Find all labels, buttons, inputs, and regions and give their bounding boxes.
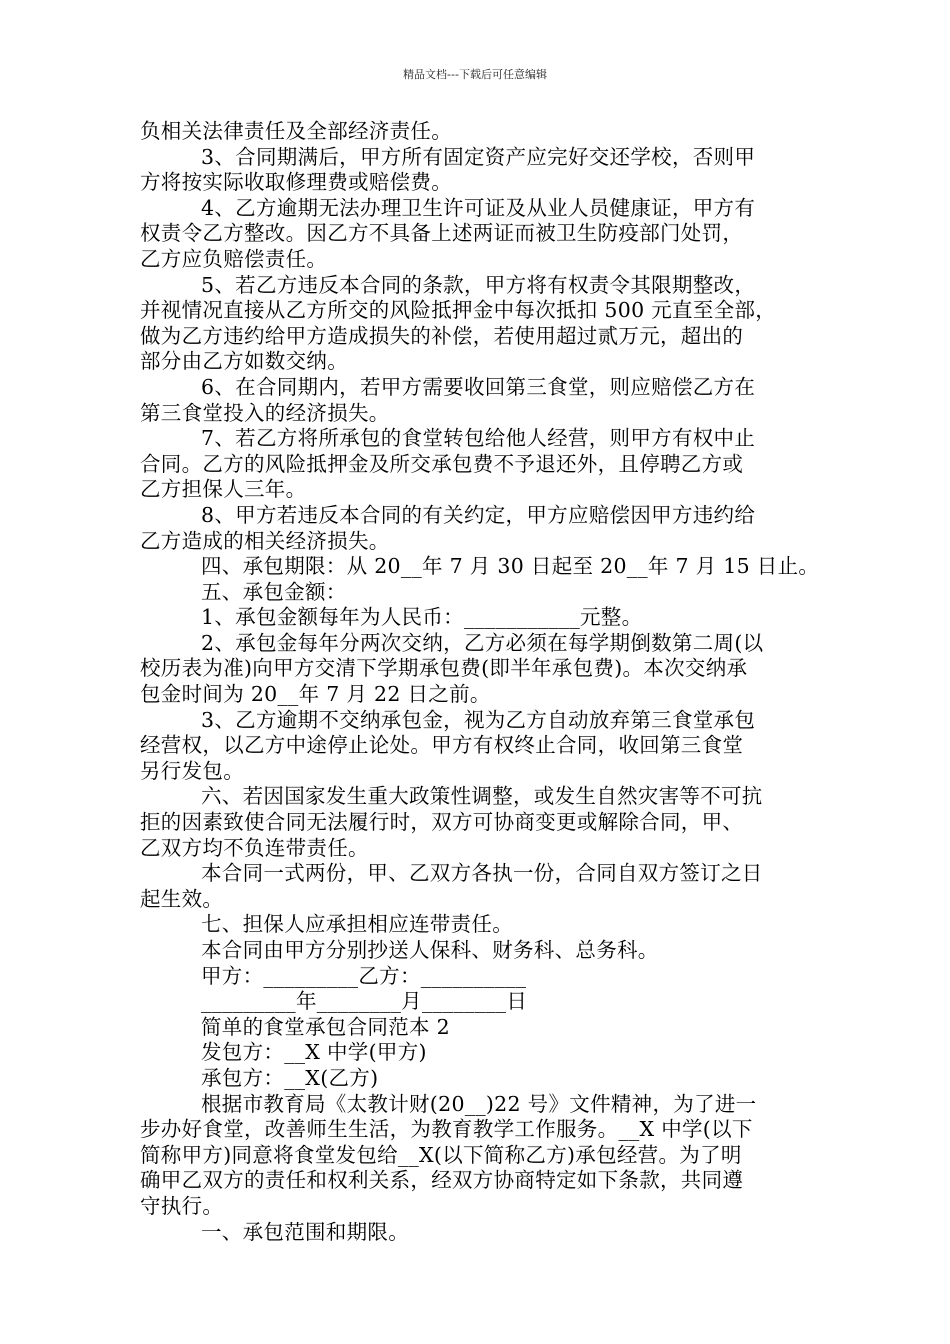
text-line: 校历表为准)向甲方交清下学期承包费(即半年承包费)。本次交纳承 bbox=[140, 656, 748, 681]
text-line: 6、在合同期内，若甲方需要收回第三食堂，则应赔偿乙方在 bbox=[201, 374, 756, 399]
text-line: 六、若因国家发生重大政策性调整，或发生自然灾害等不可抗 bbox=[201, 784, 763, 809]
text-line: 本合同由甲方分别抄送人保科、财务科、总务科。 bbox=[201, 938, 659, 962]
text-line: 步办好食堂，改善师生生活，为教育教学工作服务。__X 中学(以下 bbox=[140, 1117, 753, 1142]
text-line: 另行发包。 bbox=[140, 758, 244, 783]
text-line: 承包方：__X(乙方) bbox=[201, 1065, 379, 1090]
text-line: 守执行。 bbox=[140, 1193, 224, 1218]
text-line: 权责令乙方整改。因乙方不具备上述两证而被卫生防疫部门处罚， bbox=[140, 221, 744, 246]
text-line: 拒的因素致使合同无法履行时，双方可协商变更或解除合同，甲、 bbox=[140, 810, 744, 835]
document-body bbox=[140, 119, 830, 1245]
text-line: 四、承包期限：从 20__年 7 月 30 日起至 20__年 7 月 15 日止。 bbox=[201, 554, 820, 579]
text-line: 确甲乙双方的责任和权利关系，经双方协商特定如下条款，共同遵 bbox=[140, 1168, 744, 1193]
text-line: 发包方：__X 中学(甲方) bbox=[201, 1040, 427, 1065]
text-line: 做为乙方违约给甲方造成损失的补偿，若使用超过贰万元，超出的 bbox=[140, 323, 744, 348]
text-line: 1、承包金额每年为人民币：___________元整。 bbox=[201, 605, 643, 630]
text-line: 经营权，以乙方中途停止论处。甲方有权终止合同，收回第三食堂 bbox=[140, 733, 744, 758]
text-line: 根据市教育局《太教计财(20__)22 号》文件精神，为了进一 bbox=[201, 1091, 757, 1116]
text-line: 乙方担保人三年。 bbox=[140, 477, 307, 502]
text-line: _________年________月________日 bbox=[201, 989, 528, 1014]
text-line: 部分由乙方如数交纳。 bbox=[140, 349, 348, 374]
text-line: 乙方应负赔偿责任。 bbox=[140, 246, 328, 271]
text-line: 3、合同期满后，甲方所有固定资产应完好交还学校，否则甲 bbox=[201, 144, 756, 169]
text-line: 合同。乙方的风险抵押金及所交承包费不予退还外，且停聘乙方或 bbox=[140, 451, 744, 476]
page-header: 精品文档---下载后可任意编辑 bbox=[403, 68, 547, 81]
text-line: 一、承包范围和期限。 bbox=[201, 1219, 409, 1244]
text-line: 七、担保人应承担相应连带责任。 bbox=[201, 912, 513, 937]
text-line: 五、承包金额： bbox=[201, 579, 347, 604]
text-line: 乙方造成的相关经济损失。 bbox=[140, 528, 390, 553]
text-line: 甲方：_________乙方：__________ bbox=[201, 963, 527, 988]
text-line: 起生效。 bbox=[140, 886, 224, 911]
text-line: 5、若乙方违反本合同的条款，甲方将有权责令其限期整改， bbox=[201, 272, 756, 297]
text-line: 8、甲方若违反本合同的有关约定，甲方应赔偿因甲方违约给 bbox=[201, 502, 756, 527]
text-line: 方将按实际收取修理费或赔偿费。 bbox=[140, 170, 452, 195]
text-line: 包金时间为 20__年 7 月 22 日之前。 bbox=[140, 682, 491, 707]
text-line: 并视情况直接从乙方所交的风险抵押金中每次抵扣 500 元直至全部， bbox=[140, 298, 777, 323]
text-line: 4、乙方逾期无法办理卫生许可证及从业人员健康证，甲方有 bbox=[201, 195, 756, 220]
text-line: 2、承包金每年分两次交纳，乙方必须在每学期倒数第二周(以 bbox=[201, 630, 764, 655]
text-line: 第三食堂投入的经济损失。 bbox=[140, 400, 390, 425]
text-line: 简称甲方)同意将食堂发包给__X(以下简称乙方)承包经营。为了明 bbox=[140, 1142, 742, 1167]
text-line: 乙双方均不负连带责任。 bbox=[140, 835, 369, 860]
text-line: 3、乙方逾期不交纳承包金，视为乙方自动放弃第三食堂承包 bbox=[201, 707, 756, 732]
text-line: 简单的食堂承包合同范本 2 bbox=[201, 1014, 450, 1039]
text-line: 负相关法律责任及全部经济责任。 bbox=[140, 119, 452, 143]
text-line: 本合同一式两份，甲、乙双方各执一份，合同自双方签订之日 bbox=[201, 861, 763, 886]
text-line: 7、若乙方将所承包的食堂转包给他人经营，则甲方有权中止 bbox=[201, 426, 756, 451]
